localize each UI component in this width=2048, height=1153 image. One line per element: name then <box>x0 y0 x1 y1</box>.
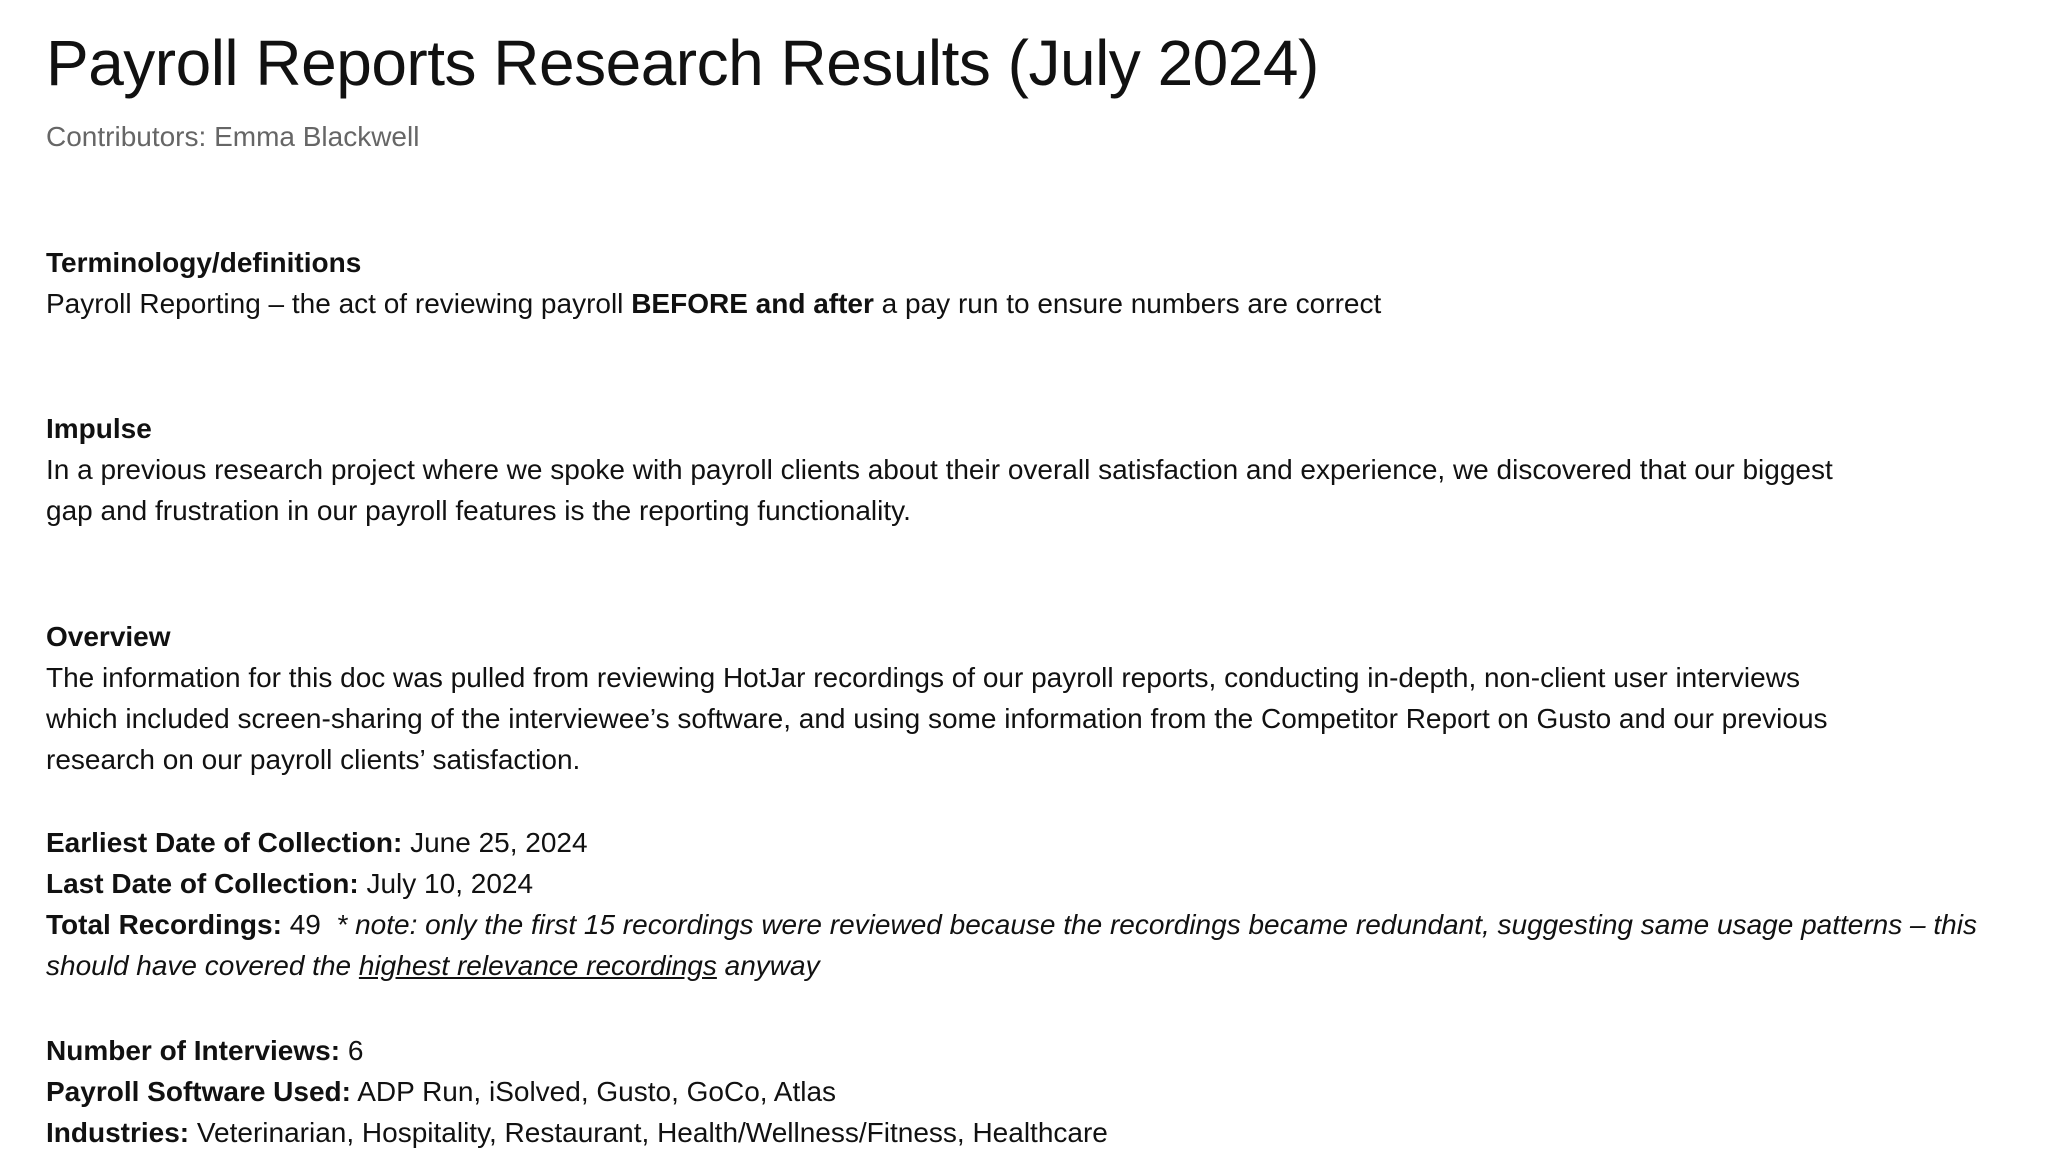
last-date-value: July 10, 2024 <box>358 868 534 899</box>
interviews-count-value: 6 <box>340 1035 364 1066</box>
impulse-heading: Impulse <box>46 413 152 444</box>
industries-value: Veterinarian, Hospitality, Restaurant, Health/Wellness/Fitness, Healthcare <box>189 1117 1108 1148</box>
note-text-before: should have covered the <box>46 950 359 981</box>
interviews-section <box>46 1030 1946 1153</box>
collection-section <box>46 822 1977 986</box>
earliest-date-row <box>46 822 1946 863</box>
earliest-date-value: June 25, 2024 <box>402 827 588 858</box>
note-text-after: anyway <box>716 950 820 981</box>
software-used-value: ADP Run, iSolved, Gusto, GoCo, Atlas <box>350 1076 837 1107</box>
contributors-line: Contributors: Emma Blackwell <box>46 121 420 152</box>
terminology-definition <box>46 283 1946 324</box>
interviews-count-row <box>46 1030 1946 1071</box>
total-recordings-value: 49 <box>281 909 337 940</box>
recordings-note-line-2 <box>46 945 1946 986</box>
definition-text-after: a pay run to ensure numbers are correct <box>873 288 1382 319</box>
page-title: Payroll Reports Research Results (July 2024) <box>46 27 1319 99</box>
last-date-label: Last Date of Collection: <box>46 868 359 899</box>
highest-relevance-recordings-link[interactable]: highest relevance recordings <box>358 950 717 981</box>
industries-row <box>46 1112 1946 1153</box>
impulse-text-line-1: In a previous research project where we spoke with payroll clients about their overall satisfaction and experience, we discovered that our biggest <box>46 454 1833 485</box>
recordings-note-line-1: * note: only the first 15 recordings were reviewed because the recordings became redundant, suggesting same usage patterns – this <box>336 909 1977 940</box>
last-date-row <box>46 863 1946 904</box>
industries-label: Industries: <box>46 1117 190 1148</box>
overview-heading: Overview <box>46 621 171 652</box>
software-used-label: Payroll Software Used: <box>46 1076 351 1107</box>
overview-section <box>46 616 1946 780</box>
total-recordings-label: Total Recordings: <box>46 909 282 940</box>
impulse-text-line-2: gap and frustration in our payroll features is the reporting functionality. <box>46 495 911 526</box>
terminology-section <box>46 242 1946 324</box>
total-recordings-row <box>46 904 1977 945</box>
definition-text-bold: BEFORE and after <box>631 288 874 319</box>
overview-text-line-2: which included screen-sharing of the interviewee’s software, and using some information from the Competitor Report on Gusto and our previous <box>46 703 1828 734</box>
overview-text-line-3: research on our payroll clients’ satisfaction. <box>46 744 581 775</box>
definition-text-before: Payroll Reporting – the act of reviewing payroll <box>46 288 632 319</box>
software-used-row <box>46 1071 1946 1112</box>
impulse-section <box>46 408 1946 531</box>
earliest-date-label: Earliest Date of Collection: <box>46 827 403 858</box>
overview-text-line-1: The information for this doc was pulled from reviewing HotJar recordings of our payroll reports, conducting in-depth, non-client user interviews <box>46 662 1800 693</box>
terminology-heading: Terminology/definitions <box>46 247 362 278</box>
interviews-count-label: Number of Interviews: <box>46 1035 341 1066</box>
